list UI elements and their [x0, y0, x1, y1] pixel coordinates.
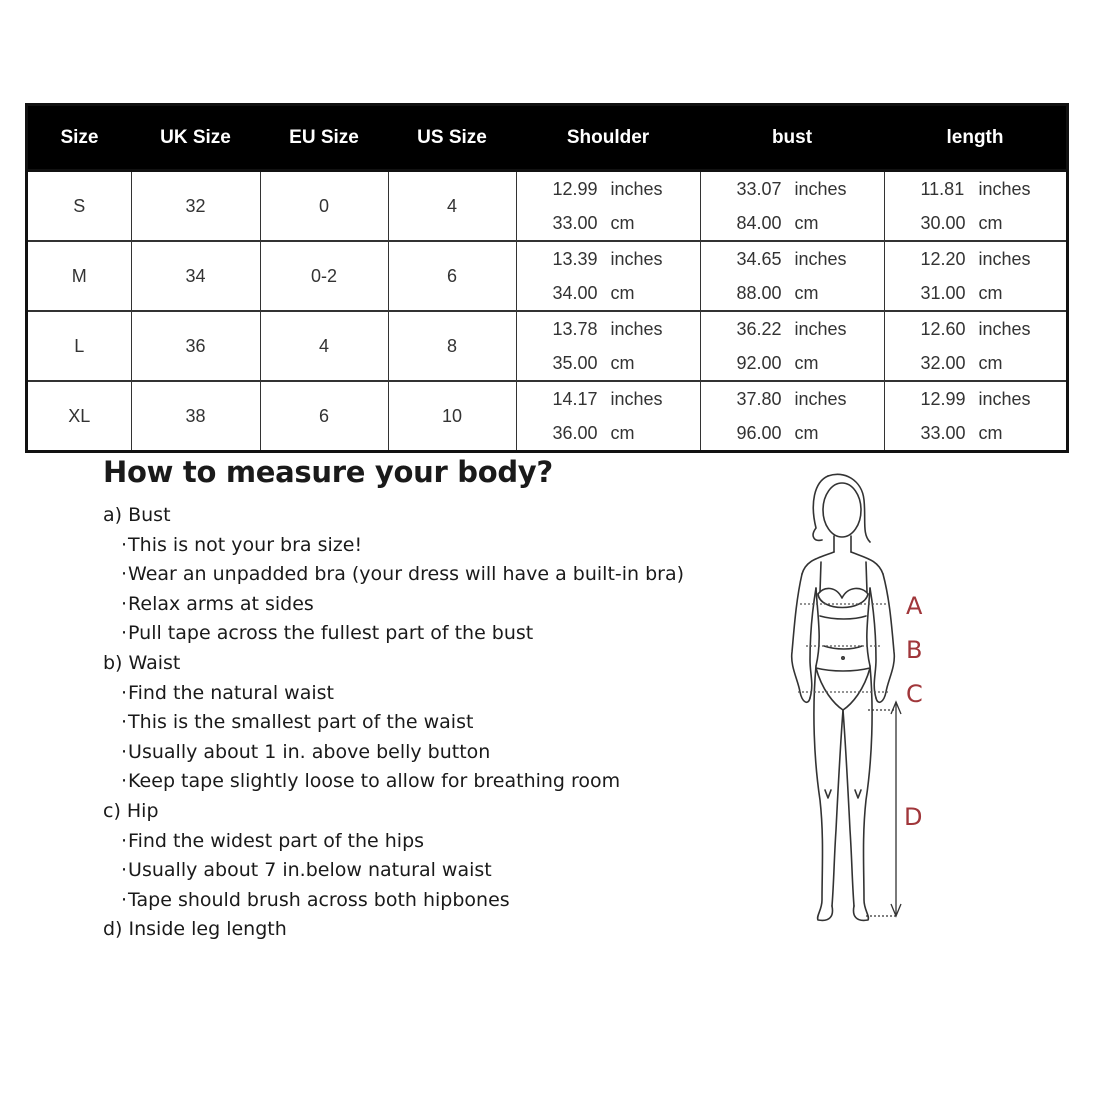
measurement-unit: inches — [610, 249, 663, 269]
measurement-unit: inches — [978, 319, 1031, 339]
measurement-unit: inches — [978, 249, 1031, 269]
us-size-cell: 6 — [388, 241, 516, 311]
header-uk-size: UK Size — [131, 105, 260, 171]
measurement-unit: cm — [610, 213, 635, 233]
header-us-size: US Size — [388, 105, 516, 171]
length-inches-value — [921, 312, 1067, 346]
measurement-unit: inches — [794, 389, 847, 409]
size-cell: S — [27, 171, 132, 242]
table-header-row — [27, 105, 1068, 171]
measurement-number: 12.99 — [920, 389, 966, 409]
measurement-number: 32.00 — [920, 353, 966, 373]
measurement-unit: cm — [978, 213, 1003, 233]
bullet-dot: · — [121, 681, 128, 704]
measurement-unit: cm — [978, 423, 1003, 443]
measurement-number: 37.80 — [736, 389, 782, 409]
guide-tip — [121, 560, 743, 590]
measurement-unit: cm — [978, 353, 1003, 373]
measurement-unit: inches — [610, 389, 663, 409]
guide-tip-text: Usually about 7 in.below natural waist — [128, 859, 492, 882]
guide-tip-text: Find the natural waist — [128, 681, 334, 704]
bullet-dot: · — [121, 829, 128, 852]
bullet-dot: · — [121, 859, 128, 882]
measurement-unit: cm — [794, 283, 819, 303]
guide-tip-text: This is not your bra size! — [128, 533, 363, 556]
header-size: Size — [27, 105, 132, 171]
guide-tip — [121, 531, 743, 561]
table-row — [27, 171, 1068, 242]
bullet-dot: · — [121, 740, 128, 763]
shoulder-inches-value — [553, 242, 700, 276]
measurement-unit: cm — [794, 423, 819, 443]
bust-cell — [700, 171, 884, 242]
guide-tip — [121, 590, 743, 620]
header-shoulder: Shoulder — [516, 105, 700, 171]
guide-section-title: d) Inside leg length — [103, 918, 287, 941]
uk-size-cell: 32 — [131, 171, 260, 242]
size-cell: L — [27, 311, 132, 381]
measurement-number: 36.22 — [736, 319, 782, 339]
guide-title: How to measure your body? — [103, 455, 553, 489]
length-cell — [884, 311, 1068, 381]
label-a: A — [906, 592, 923, 620]
uk-size-cell: 34 — [131, 241, 260, 311]
shoulder-cell — [516, 311, 700, 381]
shoulder-inches-value — [553, 172, 700, 206]
measurement-number: 92.00 — [736, 353, 782, 373]
uk-size-cell: 36 — [131, 311, 260, 381]
guide-tip — [121, 708, 743, 738]
guide-tip — [121, 827, 743, 857]
measurement-unit: inches — [610, 179, 663, 199]
eu-size-cell: 0 — [260, 171, 388, 242]
shoulder-cm-value — [553, 206, 700, 240]
bullet-dot: · — [121, 563, 128, 586]
length-cell — [884, 241, 1068, 311]
length-cm-value — [921, 416, 1067, 450]
measurement-unit: inches — [794, 319, 847, 339]
guide-tip-text: Relax arms at sides — [128, 592, 314, 615]
measurement-number: 36.00 — [552, 423, 598, 443]
guide-tip-text: Keep tape slightly loose to allow for breathing room — [128, 770, 621, 793]
length-cell — [884, 381, 1068, 452]
measurement-number: 13.78 — [552, 319, 598, 339]
measurement-unit: inches — [794, 179, 847, 199]
guide-tip — [121, 856, 743, 886]
bust-cm-value — [737, 416, 884, 450]
guide-sections — [103, 501, 743, 945]
uk-size-cell: 38 — [131, 381, 260, 452]
guide-section-title: c) Hip — [103, 799, 159, 822]
bust-inches-value — [737, 242, 884, 276]
measurement-unit: inches — [794, 249, 847, 269]
header-length: length — [884, 105, 1068, 171]
measurement-unit: cm — [794, 213, 819, 233]
measurement-unit: cm — [794, 353, 819, 373]
us-size-cell: 8 — [388, 311, 516, 381]
guide-tip — [121, 679, 743, 709]
measurement-number: 11.81 — [920, 179, 965, 199]
length-inches-value — [921, 242, 1067, 276]
measurement-number: 96.00 — [736, 423, 782, 443]
bust-cm-value — [737, 346, 884, 380]
length-inches-value — [921, 172, 1067, 206]
length-cm-value — [921, 346, 1067, 380]
measurement-unit: cm — [610, 423, 635, 443]
size-cell: XL — [68, 405, 91, 426]
measurement-number: 33.00 — [920, 423, 966, 443]
guide-section-title: b) Waist — [103, 651, 181, 674]
bust-cell — [700, 381, 884, 452]
measurement-number: 84.00 — [736, 213, 782, 233]
bullet-dot: · — [121, 622, 128, 645]
measurement-unit: inches — [978, 389, 1031, 409]
measurement-unit: cm — [610, 353, 635, 373]
shoulder-cm-value — [553, 416, 700, 450]
length-inches-value — [921, 382, 1067, 416]
bust-cm-value — [737, 206, 884, 240]
guide-tip-text: Pull tape across the fullest part of the bust — [128, 622, 534, 645]
guide-tip-text: Wear an unpadded bra (your dress will have a built-in bra) — [128, 563, 685, 586]
measurement-number: 88.00 — [736, 283, 782, 303]
eu-size-cell: 4 — [260, 311, 388, 381]
measure-guide — [103, 455, 743, 945]
bust-cm-value — [737, 276, 884, 310]
measurement-unit: inches — [978, 179, 1031, 199]
guide-tip — [121, 886, 743, 916]
eu-size-cell: 6 — [260, 381, 388, 452]
bullet-dot: · — [121, 592, 128, 615]
label-c: C — [906, 680, 923, 708]
measurement-number: 13.39 — [552, 249, 598, 269]
shoulder-inches-value — [553, 382, 700, 416]
measurement-number: 33.00 — [552, 213, 598, 233]
bullet-dot: · — [121, 711, 128, 734]
guide-tip — [121, 738, 743, 768]
guide-tip-text: Find the widest part of the hips — [128, 829, 425, 852]
shoulder-cell — [516, 171, 700, 242]
guide-tip-text: Usually about 1 in. above belly button — [128, 740, 491, 763]
body-figure — [770, 470, 940, 950]
bust-inches-value — [737, 172, 884, 206]
measurement-number: 12.20 — [920, 249, 966, 269]
measurement-unit: inches — [610, 319, 663, 339]
measurement-number: 12.60 — [920, 319, 966, 339]
measurement-number: 35.00 — [552, 353, 598, 373]
bullet-dot: · — [121, 533, 128, 556]
measurement-number: 33.07 — [736, 179, 782, 199]
header-eu-size: EU Size — [260, 105, 388, 171]
length-cm-value — [921, 276, 1067, 310]
label-d: D — [904, 803, 923, 831]
guide-tip-text: Tape should brush across both hipbones — [128, 888, 510, 911]
measurement-number: 34.00 — [552, 283, 598, 303]
guide-tip — [121, 619, 743, 649]
measurement-number: 30.00 — [920, 213, 966, 233]
measurement-number: 14.17 — [552, 389, 598, 409]
measurement-number: 34.65 — [736, 249, 782, 269]
shoulder-cm-value — [553, 346, 700, 380]
measurement-unit: cm — [978, 283, 1003, 303]
length-cell — [884, 171, 1068, 242]
us-size-cell: 4 — [388, 171, 516, 242]
bullet-dot: · — [121, 770, 128, 793]
size-chart-table — [25, 103, 1069, 453]
us-size-cell: 10 — [388, 381, 516, 452]
table-row — [27, 241, 1068, 311]
shoulder-cell — [516, 241, 700, 311]
length-cm-value — [921, 206, 1067, 240]
label-b: B — [906, 636, 923, 664]
shoulder-cell — [516, 381, 700, 452]
header-bust: bust — [700, 105, 884, 171]
table-row — [27, 311, 1068, 381]
guide-tip — [121, 767, 743, 797]
bust-cell — [700, 311, 884, 381]
measurement-number: 31.00 — [920, 283, 966, 303]
shoulder-cm-value — [553, 276, 700, 310]
guide-section-title: a) Bust — [103, 504, 171, 526]
bust-inches-value — [737, 312, 884, 346]
table-row — [27, 381, 1068, 452]
guide-tip-text: This is the smallest part of the waist — [128, 711, 474, 734]
eu-size-cell: 0-2 — [260, 241, 388, 311]
bust-inches-value — [737, 382, 884, 416]
size-cell: M — [27, 241, 132, 311]
measurement-unit: cm — [610, 283, 635, 303]
shoulder-inches-value — [553, 312, 700, 346]
bullet-dot: · — [121, 888, 128, 911]
measurement-number: 12.99 — [552, 179, 598, 199]
bust-cell — [700, 241, 884, 311]
body-outline-illustration — [770, 470, 940, 950]
